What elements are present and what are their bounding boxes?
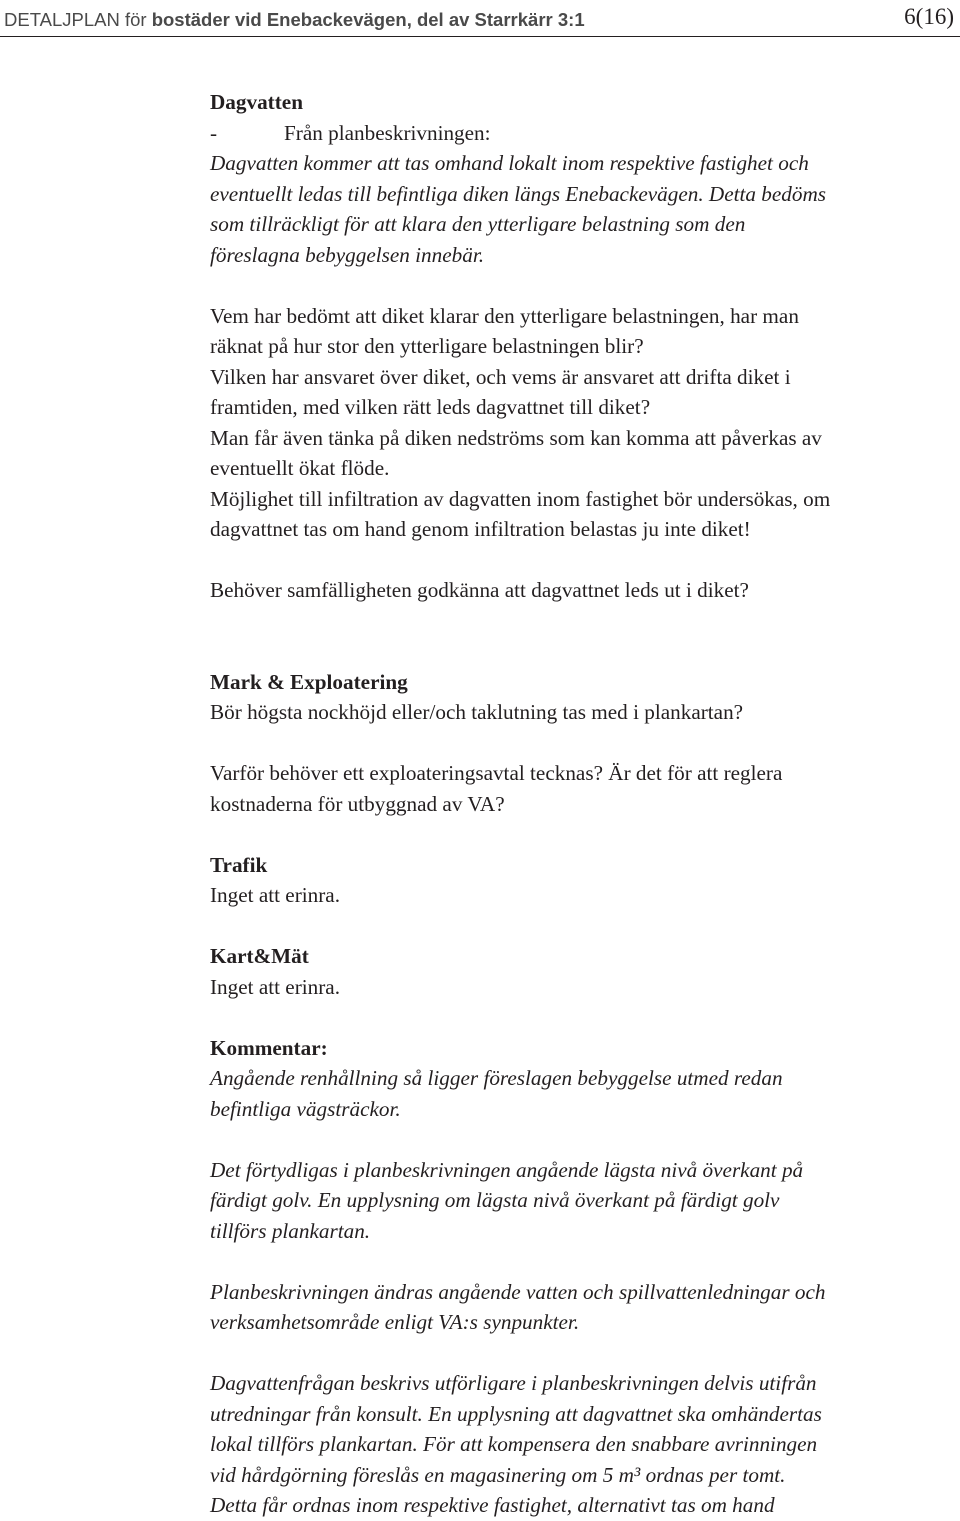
question-line: Man får även tänka på diken nedströms som kan komma att påverkas av: [210, 425, 822, 450]
document-title-prefix: DETALJPLAN för: [4, 9, 152, 30]
mark-line: kostnaderna för utbyggnad av VA?: [210, 791, 505, 816]
comment-line: verksamhetsområde enligt VA:s synpunkter.: [210, 1310, 580, 1334]
spacer: [210, 1246, 950, 1277]
spacer: [210, 545, 950, 576]
spacer: [210, 911, 950, 942]
section-heading-dagvatten: Dagvatten: [210, 90, 303, 114]
mark-line: Bör högsta nockhöjd eller/och taklutning tas med i plankartan?: [210, 700, 744, 724]
spacer: [210, 819, 950, 850]
spacer: [210, 728, 950, 759]
mark-line: Varför behöver ett exploateringsavtal tecknas? Är det för att reglera: [210, 761, 783, 785]
question-line: framtiden, med vilken rätt leds dagvattnet till diket?: [210, 395, 651, 419]
quote-line: Dagvatten kommer att tas omhand lokalt inom respektive fastighet och: [210, 151, 809, 175]
comment-line: Angående renhållning så ligger föreslagen bebyggelse utmed redan: [210, 1066, 783, 1090]
final-question: Behöver samfälligheten godkänna att dagvattnet leds ut i diket?: [210, 578, 749, 602]
document-title: [4, 9, 585, 31]
kartmat-text: Inget att erinra.: [210, 974, 341, 999]
question-line: räknat på hur stor den ytterligare belastningen blir?: [210, 334, 644, 358]
list-dash: -: [210, 120, 218, 145]
comment-line: Planbeskrivningen ändras angående vatten och spillvattenledningar och: [210, 1279, 826, 1304]
spacer: [210, 1124, 950, 1155]
comment-line: Det förtydligas i planbeskrivningen angående lägsta nivå överkant på: [210, 1157, 804, 1182]
comment-line: tillförs plankartan.: [210, 1218, 371, 1243]
header-divider: [0, 36, 960, 37]
comment-line: Dagvattenfrågan beskrivs utförligare i planbeskrivningen delvis utifrån: [210, 1371, 817, 1395]
comment-line: lokal tillförs plankartan. För att kompensera den snabbare avrinningen: [210, 1432, 818, 1456]
spacer: [210, 1338, 950, 1369]
quote-line: eventuellt ledas till befintliga diken längs Enebackevägen. Detta bedöms: [210, 181, 827, 206]
section-heading-trafik: Trafik: [210, 852, 268, 877]
section-heading-kommentar: Kommentar:: [210, 1035, 328, 1060]
question-line: eventuellt ökat flöde.: [210, 456, 390, 480]
comment-line: färdigt golv. En upplysning om lägsta nivå överkant på färdigt golv: [210, 1188, 780, 1212]
quote-line: föreslagna bebyggelsen innebär.: [210, 242, 485, 267]
document-body: [210, 87, 950, 1521]
quote-line: som tillräckligt för att klara den ytterligare belastning som den: [210, 212, 746, 236]
comment-line: vid hårdgörning föreslås en magasinering om 5 m³ ordnas per tomt.: [210, 1462, 786, 1487]
source-label: Från planbeskrivningen:: [284, 120, 491, 145]
source-line: [210, 118, 950, 149]
comment-line: Detta får ordnas inom respektive fastighet, alternativt tas om hand: [210, 1493, 775, 1517]
section-heading-kartmat: Kart&Mät: [210, 944, 309, 968]
question-line: dagvattnet tas om hand genom infiltration belastas ju inte diket!: [210, 517, 751, 541]
trafik-text: Inget att erinra.: [210, 883, 341, 907]
question-line: Vilken har ansvaret över diket, och vems är ansvaret att drifta diket i: [210, 364, 791, 389]
comment-line: utredningar från konsult. En upplysning att dagvattnet ska omhändertas: [210, 1401, 822, 1426]
question-line: Möjlighet till infiltration av dagvatten inom fastighet bör undersökas, om: [210, 486, 831, 511]
question-line: Vem har bedömt att diket klarar den ytterligare belastningen, har man: [210, 303, 799, 328]
section-heading-mark: Mark & Exploatering: [210, 669, 408, 694]
spacer: [210, 1002, 950, 1033]
page-number: 6(16): [904, 4, 954, 29]
spacer: [210, 606, 950, 667]
comment-line: befintliga vägsträckor.: [210, 1096, 401, 1121]
spacer: [210, 270, 950, 301]
document-title-subject: bostäder vid Enebackevägen, del av Starrkärr 3:1: [151, 9, 585, 30]
page-header: [0, 0, 960, 40]
